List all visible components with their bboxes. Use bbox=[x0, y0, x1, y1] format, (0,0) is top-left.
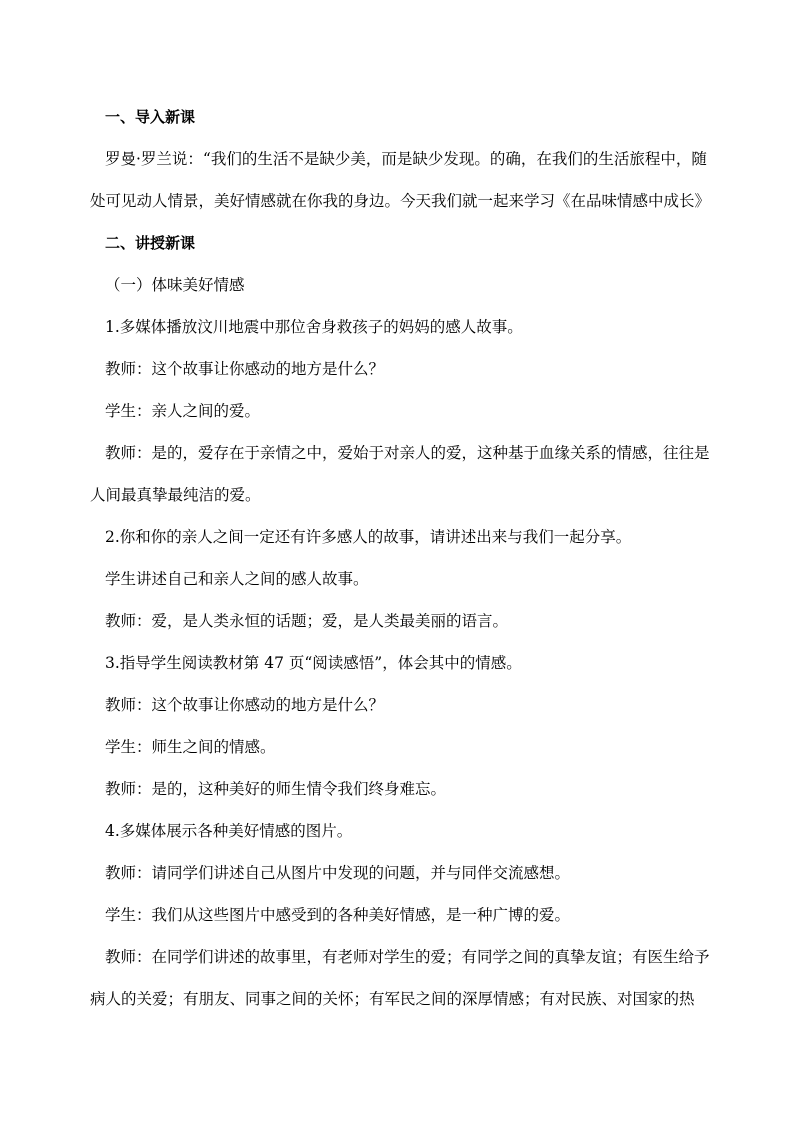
paragraph-line: 教师：请同学们讲述自己从图片中发现的问题，并与同伴交流感想。 bbox=[105, 864, 571, 882]
paragraph-line: 教师：是的，爱存在于亲情之中，爱始于对亲人的爱，这种基于血缘关系的情感，往往是 bbox=[105, 444, 710, 462]
paragraph-line: 教师：这个故事让你感动的地方是什么？ bbox=[105, 360, 385, 378]
section-heading-teaching: 二、讲授新课 bbox=[105, 234, 196, 252]
paragraph-line: 学生：师生之间的情感。 bbox=[105, 738, 276, 756]
paragraph-line: 教师：是的，这种美好的师生情令我们终身难忘。 bbox=[105, 780, 447, 798]
paragraph-line: 人间最真挚最纯洁的爱。 bbox=[90, 486, 261, 504]
section-heading-intro: 一、导入新课 bbox=[105, 108, 196, 126]
subsection-heading: （一）体味美好情感 bbox=[105, 276, 245, 294]
paragraph-line: 学生：我们从这些图片中感受到的各种美好情感，是一种广博的爱。 bbox=[105, 906, 571, 924]
paragraph-line: 处可见动人情景，美好情感就在你我的身边。今天我们就一起来学习《在品味情感中成长》 bbox=[90, 192, 711, 210]
paragraph-line: 2.你和你的亲人之间一定还有许多感人的故事，请讲述出来与我们一起分享。 bbox=[105, 528, 632, 546]
paragraph-line: 病人的关爱；有朋友、同事之间的关怀；有军民之间的深厚情感；有对民族、对国家的热 bbox=[90, 990, 695, 1008]
paragraph-line: 罗曼·罗兰说：“我们的生活不是缺少美，而是缺少发现。的确，在我们的生活旅程中，随 bbox=[105, 150, 707, 168]
paragraph-line: 教师：爱，是人类永恒的话题；爱，是人类最美丽的语言。 bbox=[105, 612, 509, 630]
paragraph-line: 教师：这个故事让你感动的地方是什么？ bbox=[105, 696, 385, 714]
paragraph-line: 学生讲述自己和亲人之间的感人故事。 bbox=[105, 570, 369, 588]
paragraph-line: 4.多媒体展示各种美好情感的图片。 bbox=[105, 822, 353, 840]
paragraph-line: 3.指导学生阅读教材第 47 页“阅读感悟”，体会其中的情感。 bbox=[105, 654, 522, 672]
paragraph-line: 学生：亲人之间的爱。 bbox=[105, 402, 261, 420]
paragraph-line: 1.多媒体播放汶川地震中那位舍身救孩子的妈妈的感人故事。 bbox=[105, 318, 523, 336]
document-page bbox=[90, 96, 723, 1020]
paragraph-line: 教师：在同学们讲述的故事里，有老师对学生的爱；有同学之间的真挚友谊；有医生给予 bbox=[105, 948, 710, 966]
